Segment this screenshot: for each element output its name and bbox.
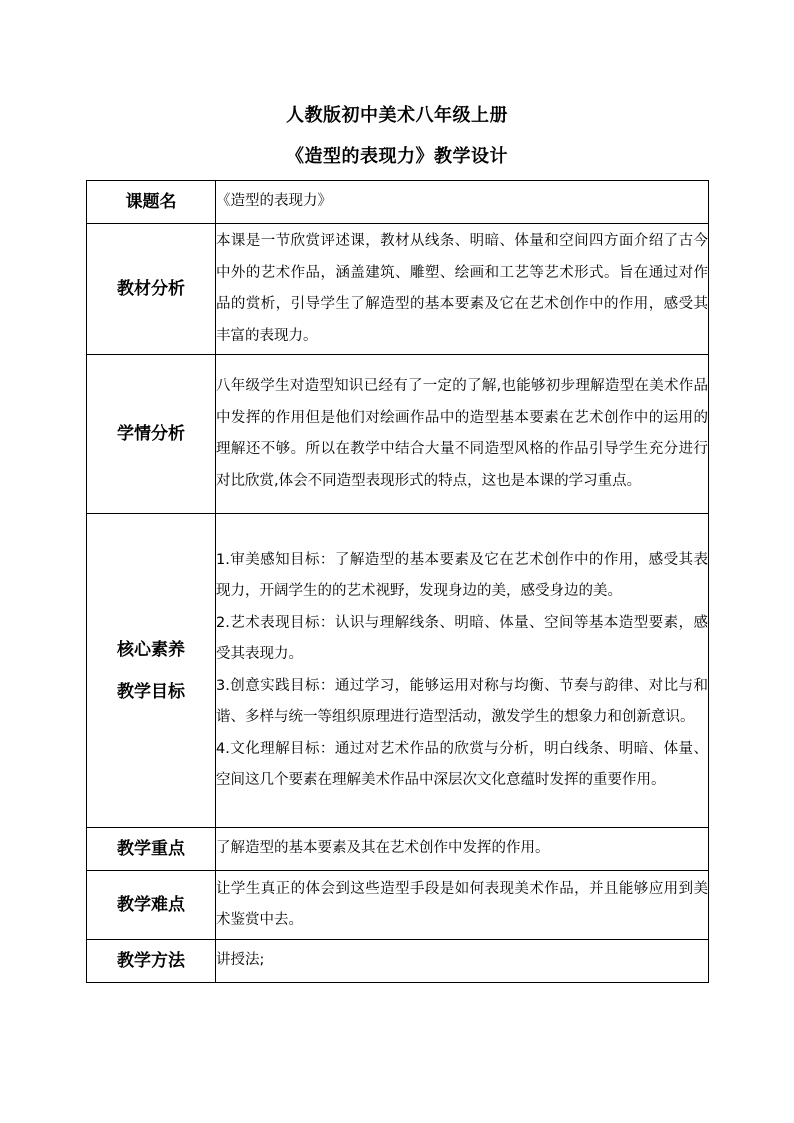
teaching-focus-label: 教学重点 [87, 828, 216, 871]
table-row-learner-analysis [87, 355, 709, 514]
table-row-topic [87, 181, 709, 224]
learner-analysis-label: 学情分析 [87, 355, 216, 514]
teaching-difficulty-value: 让学生真正的体会到这些造型手段是如何表现美术作品，并且能够应用到美术鉴赏中去。 [216, 871, 709, 940]
table-row-teaching-focus [87, 828, 709, 871]
topic-label: 课题名 [87, 181, 216, 224]
document-subtitle: 《造型的表现力》教学设计 [286, 146, 508, 167]
goal-item-expression: 2.艺术表现目标：认识与理解线条、明暗、体量、空间等基本造型要素，感受其表现力。 [216, 614, 708, 662]
teaching-method-label: 教学方法 [87, 940, 216, 983]
teaching-method-value: 讲授法; [216, 940, 709, 983]
teaching-focus-value: 了解造型的基本要素及其在艺术创作中发挥的作用。 [216, 828, 709, 871]
goal-item-practice: 3.创意实践目标：通过学习，能够运用对称与均衡、节奏与韵律、对比与和谐、多样与统一等组织原理进行造型活动，激发学生的想象力和创新意识。 [216, 677, 708, 725]
learner-analysis-value: 八年级学生对造型知识已经有了一定的了解,也能够初步理解造型在美术作品中发挥的作用但是他们对绘画作品中的造型基本要素在艺术创作中的运用的理解还不够。所以在教学中结合大量不同造型风格的作品引导学生充分进行对比欣赏,体会不同造型表现形式的特点，这也是本课的学习重点。 [216, 355, 709, 514]
goal-item-aesthetic: 1.审美感知目标：了解造型的基本要素及它在艺术创作中的作用，感受其表现力，开阔学生的的艺术视野，发现身边的美，感受身边的美。 [216, 551, 708, 599]
table-row-core-goals [87, 514, 709, 828]
topic-value: 《造型的表现力》 [216, 181, 709, 224]
table-row-teaching-method [87, 940, 709, 983]
table-row-teaching-difficulty [87, 871, 709, 940]
core-goals-label-line1: 核心素养 [117, 639, 185, 660]
teaching-difficulty-label: 教学难点 [87, 871, 216, 940]
core-goals-label-line2: 教学目标 [117, 681, 185, 702]
document-title: 人教版初中美术八年级上册 [286, 105, 508, 126]
core-goals-list [216, 514, 709, 828]
material-analysis-label: 教材分析 [87, 224, 216, 355]
lesson-plan-table [86, 180, 709, 983]
table-row-material-analysis [87, 224, 709, 355]
goal-item-culture: 4.文化理解目标：通过对艺术作品的欣赏与分析，明白线条、明暗、体量、空间这几个要素在理解美术作品中深层次文化意蕴时发挥的重要作用。 [216, 740, 708, 788]
core-goals-label [87, 514, 216, 828]
material-analysis-value: 本课是一节欣赏评述课，教材从线条、明暗、体量和空间四方面介绍了古今中外的艺术作品，涵盖建筑、雕塑、绘画和工艺等艺术形式。旨在通过对作品的赏析，引导学生了解造型的基本要素及它在艺术创作中的作用，感受其丰富的表现力。 [216, 224, 709, 355]
